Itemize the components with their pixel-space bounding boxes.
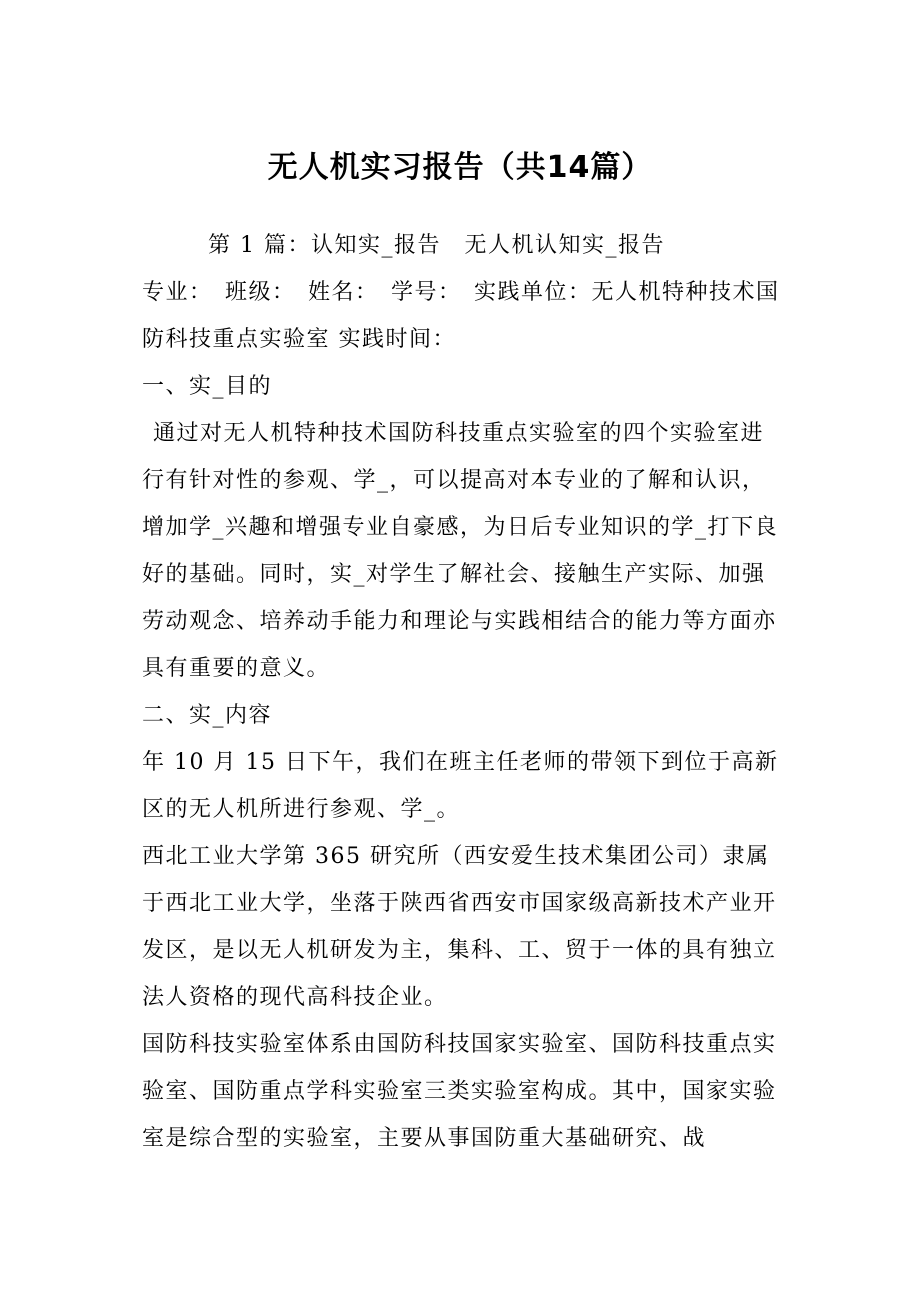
purpose-paragraph: 通过对无人机特种技术国防科技重点实验室的四个实验室进行有针对性的参观、学_，可以提高对本专业的了解和认识，增加学_兴趣和增强专业自豪感，为日后专业知识的学_打下良好的基础。同时，实_对学生了解社会、接触生产实际、加强劳动观念、培养动手能力和理论与实践相结合的能力等方面亦具有重要的意义。 <box>142 421 779 681</box>
document-title: 无人机实习报告（共14篇） <box>267 150 653 185</box>
info-line: 专业： 班级： 姓名： 学号： 实践单位：无人机特种技术国防科技重点实验室 实践时间： <box>142 280 780 352</box>
institute-paragraph: 西北工业大学第 365 研究所（西安爱生技术集团公司）隶属于西北工业大学，坐落于陕西省西安市国家级高新技术产业开发区，是以无人机研发为主，集科、工、贸于一体的具有独立法人资格的现代高科技企业。 <box>142 844 777 1010</box>
document-body <box>142 222 782 1162</box>
chapter-heading: 第 1 篇：认知实_报告 无人机认知实_报告 <box>208 233 665 258</box>
lab-system-paragraph: 国防科技实验室体系由国防科技国家实验室、国防科技重点实验室、国防重点学科实验室三类实验室构成。其中，国家实验室是综合型的实验室，主要从事国防重大基础研究、战 <box>142 1032 777 1151</box>
visit-paragraph: 年 10 月 15 日下午，我们在班主任老师的带领下到位于高新区的无人机所进行参观、学_。 <box>142 750 779 822</box>
section-heading-content: 二、实_内容 <box>142 703 273 728</box>
section-heading-purpose: 一、实_目的 <box>142 374 273 399</box>
